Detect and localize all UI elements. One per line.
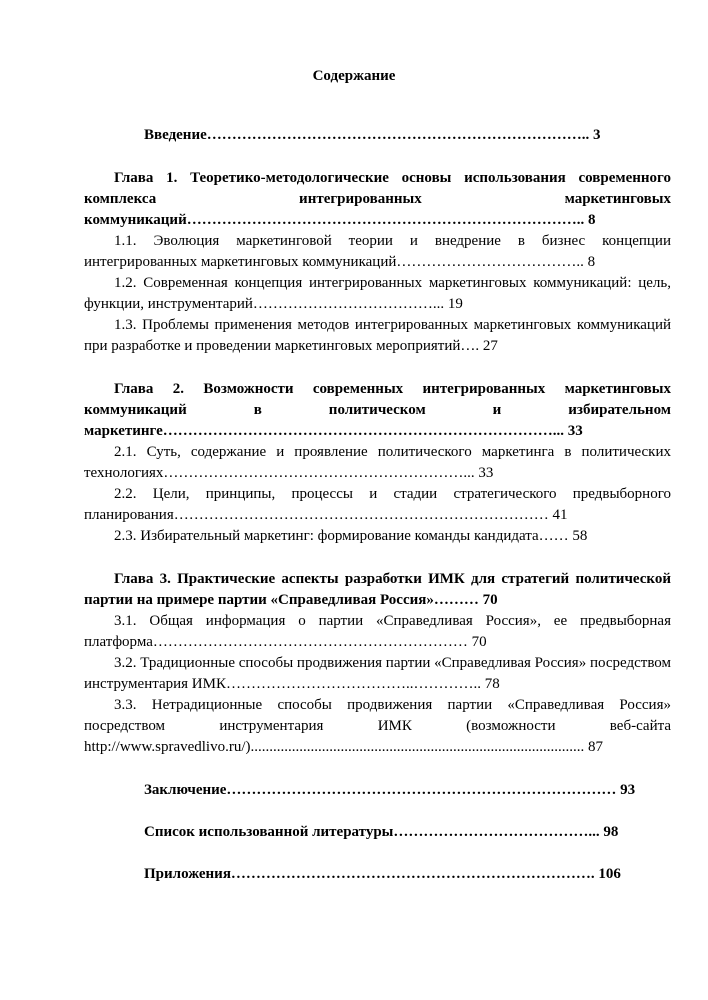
table-of-contents — [84, 125, 672, 885]
toc-entry-intro: Введение………………………………………………………………….. 3 — [144, 127, 601, 143]
toc-entry-2-3: 2.3. Избирательный маркетинг: формирование команды кандидата…… 58 — [114, 528, 588, 544]
toc-entry-3-2: 3.2. Традиционные способы продвижения партии «Справедливая Россия» посредством инструментария ИМК………………………………..………….. 78 — [84, 655, 672, 692]
toc-entry-1-2: 1.2. Современная концепция интегрированных маркетинговых коммуникаций: цель, функции, инструментарий………………………………... 19 — [84, 275, 671, 312]
toc-entry-3-1: 3.1. Общая информация о партии «Справедливая Россия», ее предвыборная платформа……………………………………………………… 70 — [84, 613, 671, 650]
toc-entry-1-1: 1.1. Эволюция маркетинговой теории и внедрение в бизнес концепции интегрированных маркетинговых коммуникаций……………………………….. 8 — [84, 233, 671, 270]
toc-entry-1-3: 1.3. Проблемы применения методов интегрированных маркетинговых коммуникаций при разработке и проведении маркетинговых мероприятий…. 27 — [84, 317, 671, 354]
toc-entry-chapter-3: Глава 3. Практические аспекты разработки ИМК для стратегий политической партии на примере партии «Справедливая Россия»……… 70 — [84, 571, 671, 608]
toc-entry-2-2: 2.2. Цели, принципы, процессы и стадии стратегического предвыборного планирования………………………………………………………………… 41 — [84, 486, 671, 523]
toc-entry-2-1: 2.1. Суть, содержание и проявление политического маркетинга в политических технологиях……………………………………………………... 33 — [84, 444, 671, 481]
toc-entry-conclusion: Заключение…………………………………………………………………… 93 — [144, 782, 636, 798]
toc-entry-chapter-1: Глава 1. Теоретико-методологические основы использования современного комплекса интегрированных маркетинговых коммуникаций…………………………………………………………………….. 8 — [84, 170, 671, 228]
toc-entry-appendices: Приложения………………………………………………………………. 106 — [144, 866, 621, 882]
toc-entry-3-3: 3.3. Нетрадиционные способы продвижения партии «Справедливая Россия» посредством инструментария ИМК (возможности веб-сайта http://www.spravedlivo.ru/)......................................................................................... 87 — [84, 697, 671, 755]
toc-entry-chapter-2: Глава 2. Возможности современных интегрированных маркетинговых коммуникаций в политическом и избирательном маркетинге……………………………………………………………………... 33 — [84, 381, 671, 439]
toc-entry-references: Список использованной литературы…………………………………... 98 — [144, 824, 619, 840]
page-title: Содержание — [312, 68, 396, 84]
